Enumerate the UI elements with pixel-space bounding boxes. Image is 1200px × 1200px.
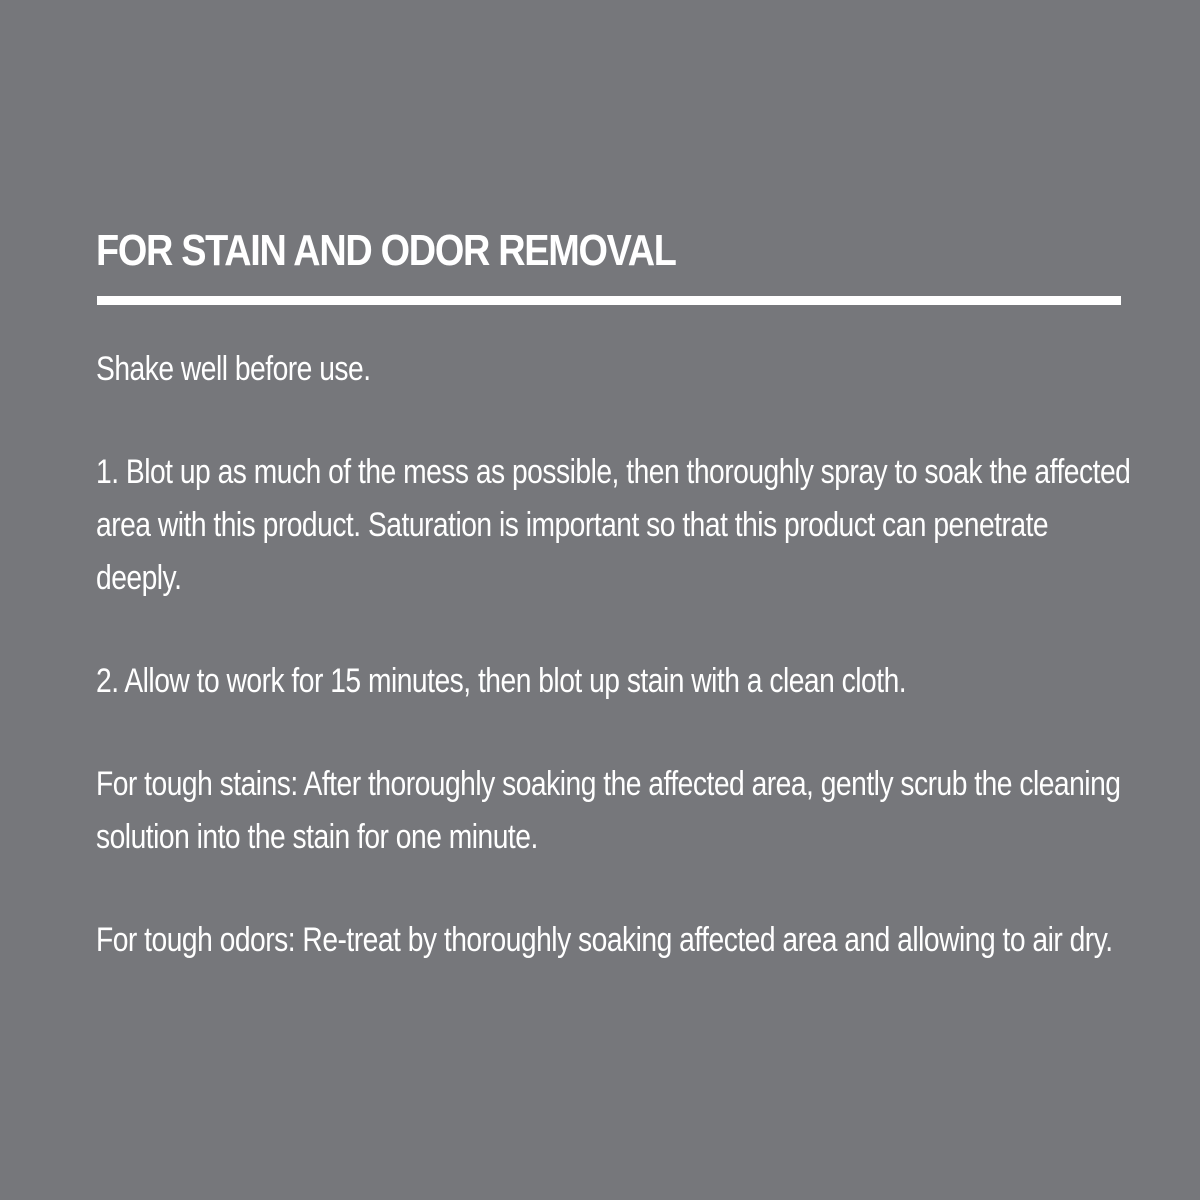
heading-divider <box>97 296 1121 305</box>
section-heading: FOR STAIN AND ODOR REMOVAL <box>96 226 676 275</box>
shake-instruction: Shake well before use. <box>96 350 371 388</box>
tough-odors-instruction: For tough odors: Re-treat by thoroughly soaking affected area and allowing to air dry. <box>96 921 1113 959</box>
step-1-instruction: 1. Blot up as much of the mess as possible, then thoroughly spray to soak the affected area with this product. Saturation is important so that this product can penetrate deeply. <box>96 453 1131 597</box>
step-2-instruction: 2. Allow to work for 15 minutes, then blot up stain with a clean cloth. <box>96 662 907 700</box>
tough-stains-instruction: For tough stains: After thoroughly soaking the affected area, gently scrub the cleaning solution into the stain for one minute. <box>96 765 1121 856</box>
